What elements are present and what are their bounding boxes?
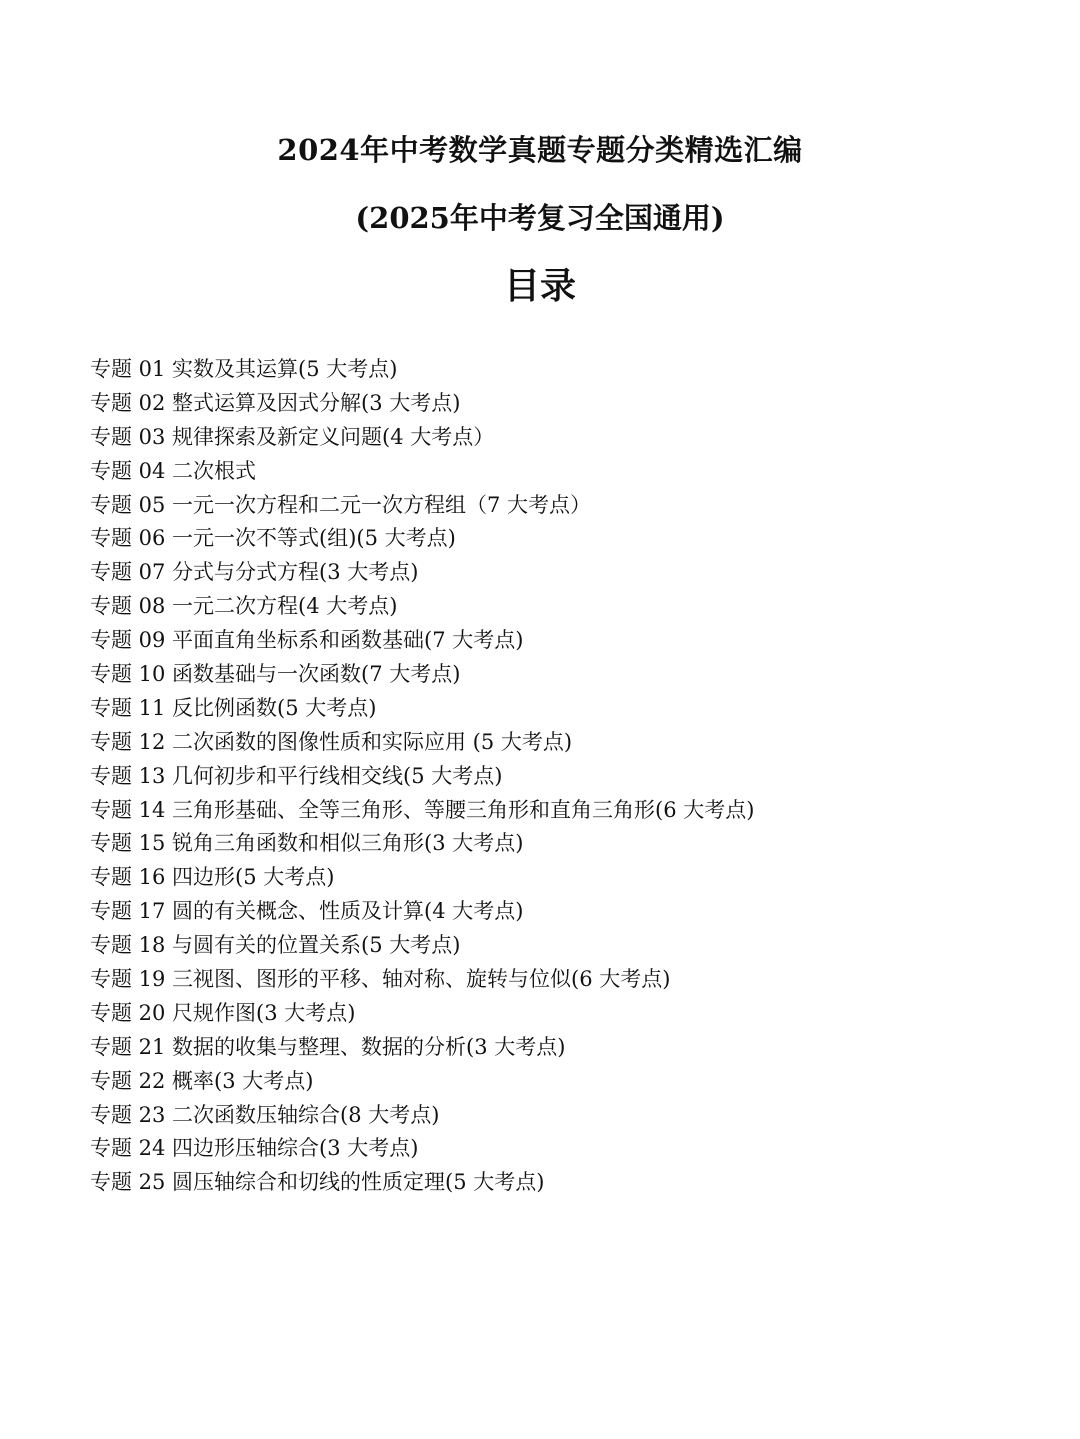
toc-item-text: 与圆有关的位置关系(5 大考点): [172, 933, 461, 958]
toc-item-text: 分式与分式方程(3 大考点): [172, 560, 419, 585]
toc-item-text: 一元一次方程和二元一次方程组（7 大考点）: [172, 492, 592, 517]
table-of-contents: [90, 352, 1050, 1199]
toc-item-number: 专题 04: [90, 458, 166, 483]
toc-item-number: 专题 07: [90, 560, 166, 585]
toc-item: [90, 928, 1050, 962]
toc-item-number: 专题 19: [90, 967, 166, 992]
toc-item: [90, 657, 1050, 691]
toc-heading: 目录: [503, 266, 576, 307]
toc-item: [90, 623, 1050, 657]
toc-item-number: 专题 10: [90, 662, 166, 687]
toc-item-number: 专题 24: [90, 1136, 166, 1161]
toc-item-number: 专题 20: [90, 1000, 166, 1025]
document-subtitle: (2025年中考复习全国通用): [355, 201, 725, 235]
document-title: 2024年中考数学真题专题分类精选汇编: [277, 133, 803, 167]
toc-item: [90, 420, 1050, 454]
toc-item: [90, 725, 1050, 759]
toc-item-number: 专题 25: [90, 1170, 166, 1195]
toc-item-text: 四边形压轴综合(3 大考点): [172, 1136, 419, 1161]
toc-item-number: 专题 17: [90, 899, 166, 924]
toc-item-text: 一元一次不等式(组)(5 大考点): [172, 526, 456, 551]
toc-item-text: 平面直角坐标系和函数基础(7 大考点): [172, 628, 524, 653]
toc-item-number: 专题 03: [90, 424, 166, 449]
toc-item-number: 专题 12: [90, 729, 166, 754]
toc-item: [90, 1030, 1050, 1064]
toc-item-number: 专题 23: [90, 1102, 166, 1127]
toc-item: [90, 860, 1050, 894]
toc-item-text: 函数基础与一次函数(7 大考点): [172, 662, 461, 687]
toc-item-text: 尺规作图(3 大考点): [172, 1000, 356, 1025]
toc-item-text: 二次根式: [172, 458, 256, 483]
toc-item-text: 整式运算及因式分解(3 大考点): [172, 390, 461, 415]
toc-item: [90, 759, 1050, 793]
toc-item: [90, 793, 1050, 827]
toc-item-text: 几何初步和平行线相交线(5 大考点): [172, 763, 503, 788]
toc-item-text: 三角形基础、全等三角形、等腰三角形和直角三角形(6 大考点): [172, 797, 755, 822]
toc-item-number: 专题 11: [90, 695, 166, 720]
toc-item-number: 专题 16: [90, 865, 166, 890]
toc-item: [90, 488, 1050, 522]
toc-item: [90, 454, 1050, 488]
toc-item-number: 专题 08: [90, 594, 166, 619]
toc-item: [90, 1165, 1050, 1199]
toc-item: [90, 386, 1050, 420]
toc-item-number: 专题 06: [90, 526, 166, 551]
toc-item: [90, 826, 1050, 860]
toc-item-number: 专题 01: [90, 357, 166, 381]
toc-item: [90, 962, 1050, 996]
toc-item-number: 专题 22: [90, 1068, 166, 1093]
toc-item: [90, 1064, 1050, 1098]
toc-item: [90, 691, 1050, 725]
toc-item-text: 实数及其运算(5 大考点): [172, 357, 398, 381]
toc-item-text: 反比例函数(5 大考点): [172, 695, 377, 720]
toc-item-number: 专题 02: [90, 390, 166, 415]
toc-item-text: 二次函数压轴综合(8 大考点): [172, 1102, 440, 1127]
toc-item: [90, 894, 1050, 928]
toc-item-number: 专题 21: [90, 1034, 166, 1059]
toc-item-number: 专题 09: [90, 628, 166, 653]
toc-item: [90, 555, 1050, 589]
toc-item-text: 规律探索及新定义问题(4 大考点）: [172, 424, 495, 449]
toc-item-text: 圆压轴综合和切线的性质定理(5 大考点): [172, 1170, 545, 1195]
toc-item-text: 圆的有关概念、性质及计算(4 大考点): [172, 899, 524, 924]
toc-item-text: 二次函数的图像性质和实际应用 (5 大考点): [172, 729, 573, 754]
toc-item-text: 一元二次方程(4 大考点): [172, 594, 398, 619]
toc-item: [90, 352, 1050, 386]
toc-item-text: 概率(3 大考点): [172, 1068, 314, 1093]
toc-item-number: 专题 05: [90, 492, 166, 517]
toc-item: [90, 1131, 1050, 1165]
toc-item-text: 三视图、图形的平移、轴对称、旋转与位似(6 大考点): [172, 967, 671, 992]
toc-item: [90, 589, 1050, 623]
toc-item: [90, 521, 1050, 555]
toc-item-number: 专题 14: [90, 797, 166, 822]
toc-item-text: 四边形(5 大考点): [172, 865, 335, 890]
toc-item-number: 专题 18: [90, 933, 166, 958]
toc-item: [90, 996, 1050, 1030]
toc-item-text: 数据的收集与整理、数据的分析(3 大考点): [172, 1034, 566, 1059]
toc-item: [90, 1098, 1050, 1132]
toc-item-text: 锐角三角函数和相似三角形(3 大考点): [172, 831, 524, 856]
toc-item-number: 专题 13: [90, 763, 166, 788]
toc-item-number: 专题 15: [90, 831, 166, 856]
